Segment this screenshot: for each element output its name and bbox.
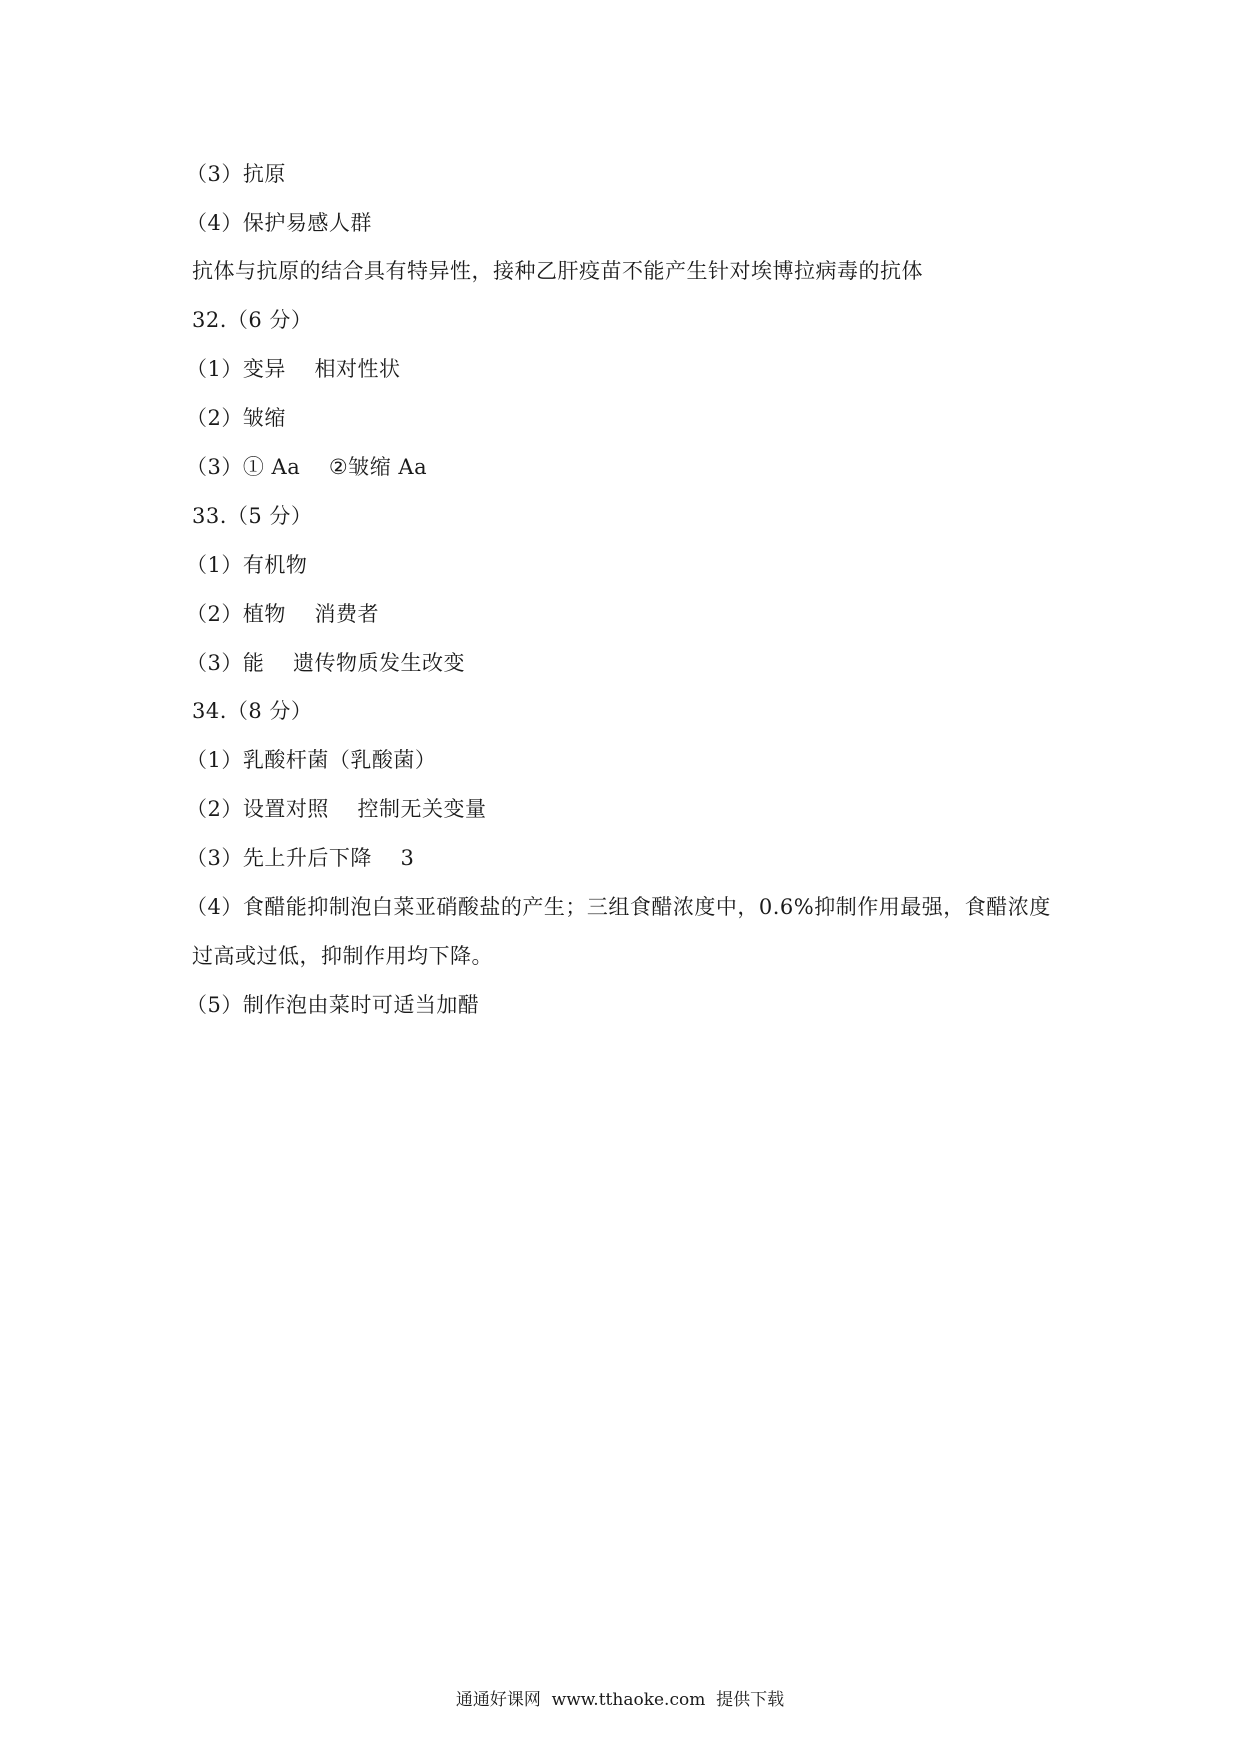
answer-line: （3）能 遗传物质发生改变 — [186, 651, 466, 675]
answer-line: （1）乳酸杆菌（乳酸菌） — [186, 748, 437, 772]
answer-line: （3）先上升后下降 3 — [186, 846, 415, 870]
answer-line: （2）植物 消费者 — [186, 602, 380, 626]
page-footer: 通通好课网 www.tthaoke.com 提供下载 — [455, 1690, 785, 1710]
answer-line: 过高或过低，抑制作用均下降。 — [192, 944, 493, 968]
answer-line: （4）食醋能抑制泡白菜亚硝酸盐的产生；三组食醋浓度中，0.6%抑制作用最强，食醋浓度 — [186, 895, 1051, 919]
answer-line: （4）保护易感人群 — [186, 211, 372, 235]
question-heading: 32.（6 分） — [192, 308, 313, 332]
answer-line: （2）设置对照 控制无关变量 — [186, 797, 487, 821]
answer-line: （3）抗原 — [186, 162, 286, 186]
question-heading: 34.（8 分） — [192, 699, 313, 723]
answer-line: （3）① Aa ②皱缩 Aa — [186, 455, 428, 479]
answer-line: （5）制作泡由菜时可适当加醋 — [186, 993, 480, 1017]
answer-line: （1）变异 相对性状 — [186, 357, 401, 381]
answer-line: （2）皱缩 — [186, 406, 286, 430]
answer-line: （1）有机物 — [186, 553, 308, 577]
question-heading: 33.（5 分） — [192, 504, 313, 528]
answer-line: 抗体与抗原的结合具有特异性，接种乙肝疫苗不能产生针对埃博拉病毒的抗体 — [192, 259, 923, 283]
